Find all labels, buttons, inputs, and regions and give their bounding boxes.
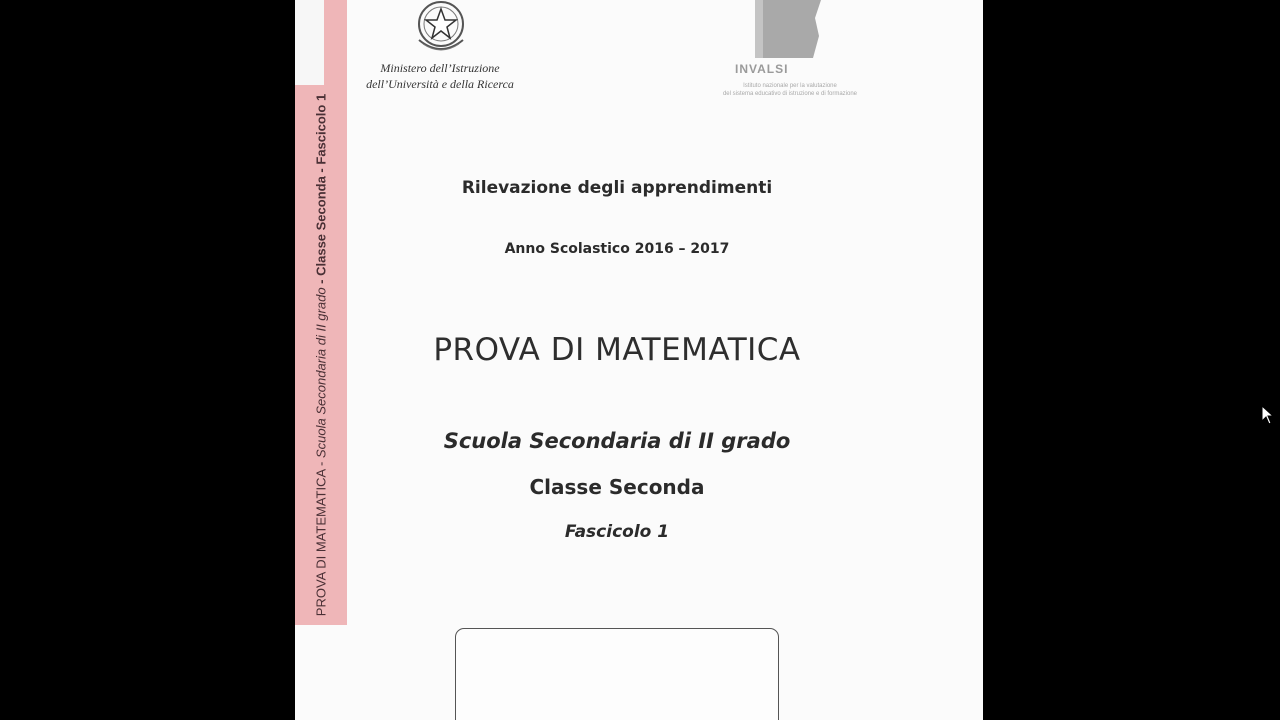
ministry-line2: dell’Università e della Ricerca: [366, 77, 514, 91]
spine-label: [314, 94, 329, 616]
booklet-label: Fascicolo 1: [564, 522, 670, 542]
spine-label-part2: Scuola Secondaria di II grado: [313, 287, 329, 459]
class-label: Classe Seconda: [529, 475, 705, 499]
test-title: PROVA DI MATEMATICA: [433, 332, 801, 368]
school-year: Anno Scolastico 2016 – 2017: [504, 241, 730, 257]
label-box: [455, 628, 779, 720]
spine-label-part1: PROVA DI MATEMATICA -: [313, 458, 329, 617]
school-level: Scuola Secondaria di II grado: [443, 429, 791, 453]
spine-top-band: [295, 0, 347, 85]
invalsi-subtitle-line1: Istituto nazionale per la valutazione: [743, 83, 837, 89]
spine-band: [295, 85, 347, 625]
invalsi-subtitle-line2: del sistema educativo di istruzione e di formazione: [722, 91, 858, 97]
document-page: [295, 0, 983, 720]
italian-republic-emblem-icon: [411, 0, 471, 58]
spine-label-part3: - Classe Seconda - Fascicolo 1: [313, 93, 329, 288]
mouse-pointer-icon: [1261, 405, 1273, 425]
ministry-name: [350, 60, 530, 92]
assessment-heading: Rilevazione degli apprendimenti: [461, 178, 773, 198]
ministry-line1: Ministero dell’Istruzione: [380, 61, 500, 75]
invalsi-subtitle: [695, 82, 885, 98]
invalsi-name: INVALSI: [735, 62, 789, 76]
invalsi-logo-icon: [755, 0, 823, 58]
